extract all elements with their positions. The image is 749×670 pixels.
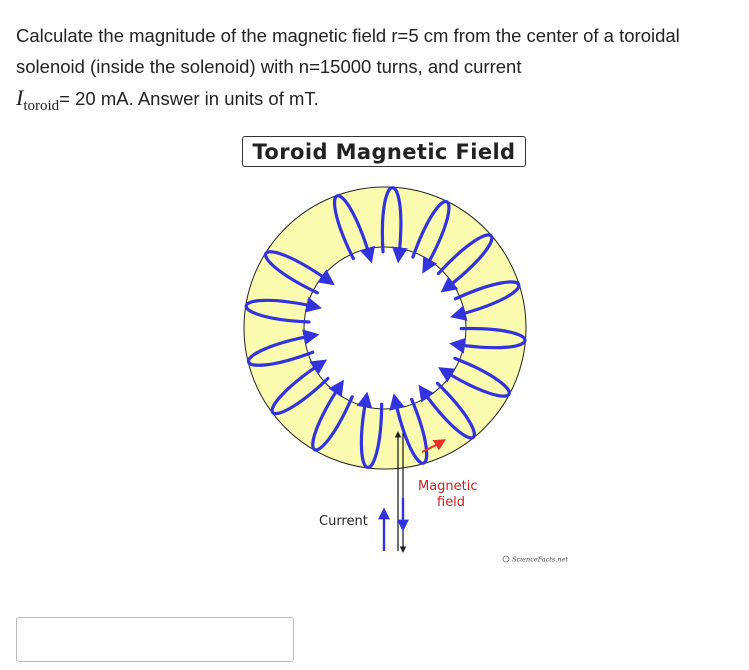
current-label: Current	[319, 514, 368, 529]
watermark-logo	[503, 556, 568, 564]
question-line-3	[16, 82, 741, 117]
watermark-icon	[503, 556, 509, 562]
current-subscript: toroid	[23, 98, 60, 114]
question-line-2: solenoid (inside the solenoid) with n=15000 turns, and current	[16, 56, 522, 77]
magnetic-label-line2: field	[437, 495, 466, 510]
current-value-text: = 20 mA. Answer in units of mT.	[59, 88, 319, 109]
toroid-figure	[230, 133, 568, 573]
svg-text:ScienceFacts.net: ScienceFacts.net	[512, 555, 568, 564]
figure-title: Toroid Magnetic Field	[242, 136, 526, 167]
toroid-diagram	[230, 133, 568, 573]
question-text	[16, 20, 741, 117]
question-line-1: Calculate the magnitude of the magnetic field r=5 cm from the center of a toroidal	[16, 25, 680, 46]
answer-input[interactable]	[16, 617, 294, 662]
current-symbol: I	[16, 85, 24, 110]
magnetic-label-line1: Magnetic	[418, 479, 478, 494]
